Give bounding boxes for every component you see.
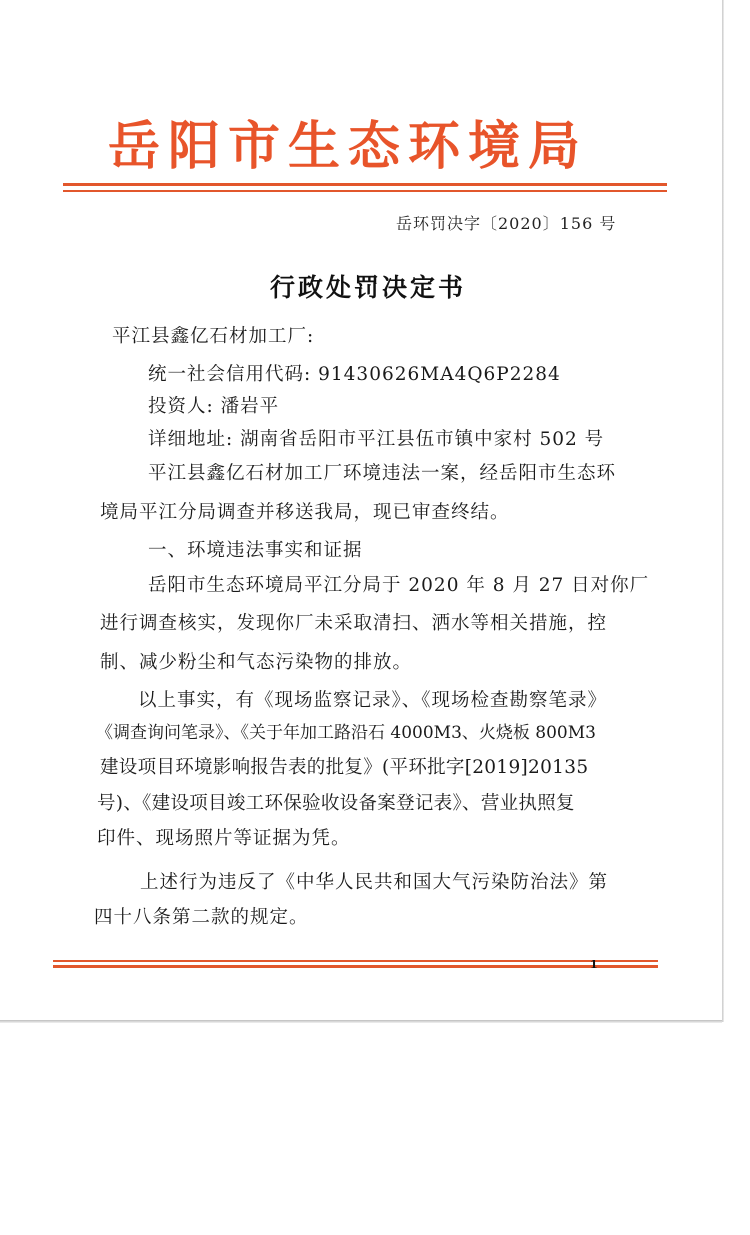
page-edge: [722, 0, 724, 1022]
agency-letterhead: 岳阳市生态环境局: [108, 116, 589, 177]
header-rule-thick: [63, 183, 667, 186]
document-title: 行政处罚决定书: [270, 273, 467, 302]
recipient-name: 平江县鑫亿石材加工厂:: [112, 326, 315, 347]
body-paragraph-line: 《调查询问笔录》、《关于年加工路沿石 4000M3、火烧板 800M3: [96, 723, 596, 743]
body-paragraph-line: 平江县鑫亿石材加工厂环境违法一案，经岳阳市生态环: [148, 463, 617, 484]
document-number: 岳环罚决字〔2020〕156 号: [396, 214, 617, 233]
body-paragraph-line: 上述行为违反了《中华人民共和国大气污染防治法》第: [140, 872, 609, 893]
section-heading: 一、环境违法事实和证据: [148, 540, 363, 561]
body-paragraph-line: 以上事实，有《现场监察记录》、《现场检查勘察笔录》: [138, 690, 608, 711]
body-paragraph-line: 制、减少粉尘和气态污染物的排放。: [100, 652, 413, 673]
page-edge: [0, 1020, 722, 1023]
footer-rule-thin: [53, 960, 658, 962]
body-paragraph-line: 进行调查核实，发现你厂未采取清扫、洒水等相关措施，控: [100, 613, 608, 634]
body-paragraph-line: 岳阳市生态环境局平江分局于 2020 年 8 月 27 日对你厂: [148, 575, 650, 596]
body-paragraph-line: 四十八条第二款的规定。: [94, 907, 309, 928]
body-paragraph-line: 号)、《建设项目竣工环保验收设备案登记表》、营业执照复: [97, 793, 575, 814]
page-number: 1: [590, 958, 598, 971]
header-rule-thin: [63, 190, 667, 192]
body-paragraph-line: 境局平江分局调查并移送我局，现已审查终结。: [100, 502, 510, 523]
investor: 投资人: 潘岩平: [148, 396, 280, 417]
address: 详细地址: 湖南省岳阳市平江县伍市镇中家村 502 号: [148, 429, 605, 450]
footer-rule-thick: [53, 965, 658, 968]
body-paragraph-line: 建设项目环境影响报告表的批复》(平环批字[2019]20135: [100, 757, 589, 778]
credit-code: 统一社会信用代码: 91430626MA4Q6P2284: [148, 364, 561, 385]
body-paragraph-line: 印件、现场照片等证据为凭。: [97, 828, 351, 849]
